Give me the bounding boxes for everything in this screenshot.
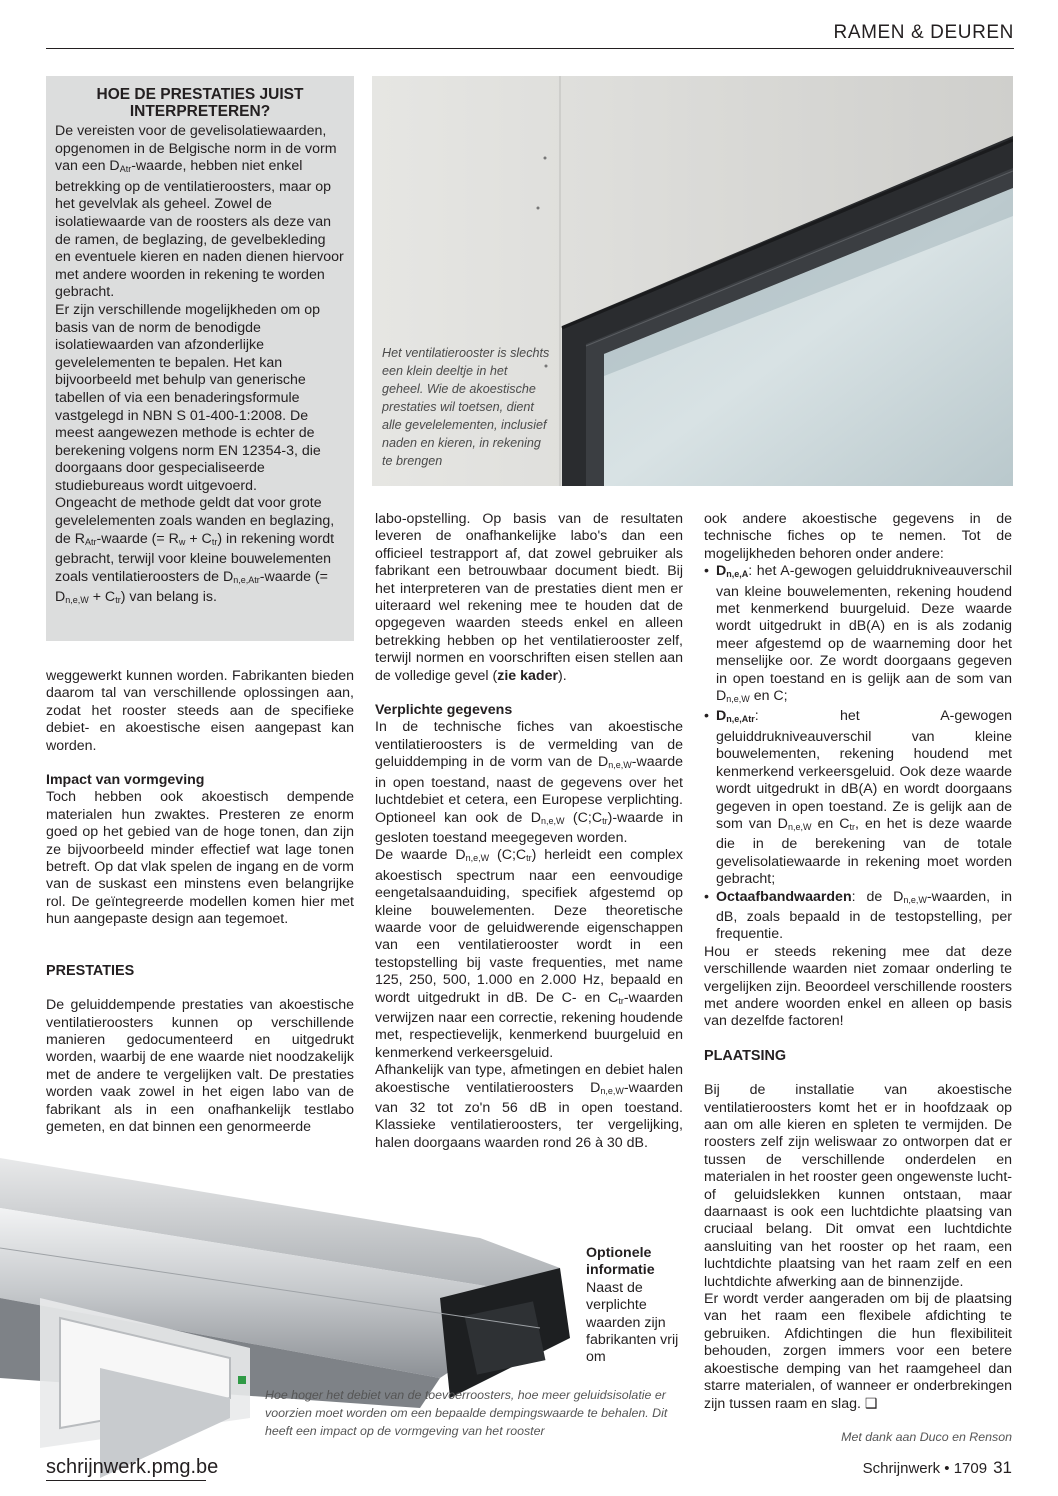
header-rule [46, 48, 1014, 49]
grille-photo-caption: Hoe hoger het debiet van de toevoerroosters, hoe meer geluidsisolatie er voorzien moet worden om een bepaalde dempingswaarde te behalen. Dit heeft een impact op de vormgeving van het rooster [265, 1388, 668, 1438]
col3-paragraph-2: Hou er steeds rekening mee dat deze verschillende waarden niet zomaar onderling te vergelijken zijn. Beoordeel verschillende roosters met andere woorden enkel en alleen op basis van dezelfde factoren! [704, 943, 1012, 1030]
col3-paragraph-4: Er wordt verder aangeraden om bij de plaatsing van het raam een flexibele afdichting te gebruiken. Afdichtingen die hun flexibiliteit behouden, zorgen immers voor een betere akoestische demping van het raamgeheel dan starre materialen, of wanneer er onderbrekingen zijn tussen raam en slag. ❑ [704, 1291, 1012, 1412]
footer-website-link[interactable]: schrijnwerk.pmg.be [46, 1456, 219, 1478]
acoustic-values-list [704, 563, 1012, 944]
list-item: • $D_{n,e,A}$: het A-gewogen geluiddrukniveauverschil van kleine bouwelementen, rekening houdend met kenmerkend buurgeluid. Deze waarde wordt uitgedrukt in dB(A) en is als zodanig meer afgestemd op de waarneming door het menselijke oor. Ze wordt doorgaans gegeven in open toestand en is gelijk aan de som van $D_{n,e,W}$ en C; [704, 563, 1012, 708]
heading-verplichte-gegevens: Verplichte gegevens [375, 702, 513, 719]
section-header: RAMEN & DEUREN [833, 22, 1014, 43]
column-1 [46, 668, 354, 1136]
footer-magazine [863, 1458, 1012, 1478]
magazine-issue: Schrijnwerk • 1709 [862, 1460, 988, 1477]
optional-info-box [586, 1245, 682, 1367]
column-3 [704, 511, 1012, 1413]
footer-url-underline [46, 1480, 206, 1481]
col2-paragraph-4: Afhankelijk van type, afmetingen en debiet halen akoestische ventilatieroosters $D_{n,e,W}$-waarden van 32 tot zo'n 56 dB in open toestand. Klassieke ventilatieroosters, ter vergelijking, halen doorgaans waarden rond 26 à 30 dB. [375, 1062, 683, 1151]
col1-paragraph-3: De geluiddempende prestaties van akoestische ventilatieroosters kunnen op verschillende manieren gedocumenteerd en uitgedrukt worden, waarbij de ene waarde niet noodzakelijk met de andere te vergelijken valt. De prestaties worden vaak zowel in het eigen labo van de fabrikant als in een onafhankelijk testlabo gemeten, en dat binnen een genormeerde [46, 997, 354, 1135]
list-item: • Octaafbandwaarden: de $D_{n,e,W}$-waarden, in dB, zoals bepaald in de testopstelling, per frequentie. [704, 889, 1012, 944]
end-mark-icon: ❑ [864, 1395, 878, 1412]
heading-prestaties: PRESTATIES [46, 962, 135, 979]
column-2 [375, 511, 683, 1152]
col2-paragraph-3: De waarde $D_{n,e,W}$ $(C;C_{tr})$ herleidt een complex akoestisch spectrum naar een eenvoudige eengetalsaanduiding, specifiek afgestemd op kleine bouwelementen. Deze theoretische waarde voor de geluidwerende eigenschappen van een ventilatierooster wordt in een testopstelling bij vaste frequenties, met name 125, 250, 500, 1.000 en 2.000 Hz, bepaald en wordt uitgedrukt in dB. De C- en $C_{tr}$-waarden verwijzen naar een correctie, rekening houdende met, respectievelijk, kenmerkend buurgeluid en kenmerkend verkeersgeluid. [375, 847, 683, 1061]
box-reference: zie kader [497, 667, 558, 684]
info-box-paragraph-2: Er zijn verschillende mogelijkheden om op basis van de norm de benodigde isolatiewaarden van afzonderlijke gevelelementen te bepalen. Het kan bijvoorbeeld met behulp van generische tabellen of via een benaderingsformule vastgelegd in NBN S 01-400-1:2008. De meest aangewezen methode is echter de berekening volgens norm EN 12354-3, die doorgaans door gespecialiseerde studiebureaus wordt uitgevoerd. [55, 301, 321, 494]
col3-paragraph-1: ook andere akoestische gegevens in de technische fiches op te nemen. Tot de mogelijkheden behoren onder andere: [704, 511, 1012, 562]
credits: Met dank aan Duco en Renson [841, 1430, 1012, 1444]
col3-paragraph-3: Bij de installatie van akoestische ventilatieroosters komt het er in hoofdzaak op aan om alle kieren en spleten te vermijden. De roosters zelf zijn weliswaar zo ontworpen dat er tussen de verschillende onderdelen en materialen in het rooster geen ongewenste lucht- of geluidslekken kunnen ontstaan, maar daarnaast is ook een luchtdichte plaatsing van cruciaal belang. Dit omvat een luchtdichte aansluiting van het rooster op het raam, een luchtdichte plaatsing van het raam zelf en een luchtdichte afwerking aan de binnenzijde. [704, 1082, 1012, 1290]
info-box-body [55, 123, 345, 610]
facade-window-photo [372, 76, 1013, 486]
info-box-paragraph-3: Ongeacht de methode geldt dat voor grote gevelelementen zoals wanden en beglazing, de $R_{Atr}$-waarde (= $R_w + C_{tr}$) in rekening wordt gebracht, terwijl voor kleine bouwelementen zoals ventilatieroosters de $D_{n,e,Atr}$-waarde (= $D_{n,e,W} + C_{tr}$) van belang is. [55, 495, 335, 606]
col2-paragraph-1: labo-opstelling. Op basis van de resultaten leveren de onafhankelijke labo's dan een officieel testrapport af, dat zowel gebruiker als fabrikant een betrouwbaar document biedt. Bij het interpreteren van de prestaties dient men er uiteraard wel rekening mee te houden dat de opgegeven waarden steeds enkel en alleen betrekking hebben op het ventilatierooster zelf, terwijl normen en voorschriften eisen stellen aan de volledige gevel (zie kader). [375, 511, 683, 684]
col1-paragraph-2: Toch hebben ook akoestisch dempende materialen hun zwaktes. Presteren ze enorm goed op het gebied van de hoge tonen, dan zijn ze bijvoorbeeld minder effectief wat lage tonen betreft. Op dat vlak spelen de ingang en de vorm van de suskast een minstens even belangrijke rol. De geïntegreerde modellen komen hier met hun aangepaste design aan tegemoet. [46, 789, 354, 928]
optional-info-title: Optionele informatie [586, 1245, 655, 1279]
col2-paragraph-2: In de technische fiches van akoestische ventilatieroosters is de vermelding van de geluiddemping in de vorm van de $D_{n,e,W}$-waarde in open toestand, naast de gegevens over het luchtdebiet et cetera, een Europese verplichting. Optioneel kan ook de $D_{n,e,W}$ $(C;C_{tr})$-waarde in gesloten toestand meegegeven worden. [375, 719, 683, 846]
info-box [46, 76, 354, 641]
heading-plaatsing: PLAATSING [704, 1047, 787, 1064]
optional-info-text: Naast de verplichte waarden zijn fabrikanten vrij om [586, 1279, 679, 1366]
page-number: 31 [993, 1458, 1012, 1477]
list-item: • $D_{n,e,Atr}$: het A-gewogen geluiddrukniveauverschil van kleine bouwelementen, rekening houdend met kenmerkend verkeersgeluid. Ook deze waarde wordt uitgedrukt in dB(A) en wordt doorgaans gegeven in open toestand. Ze is gelijk aan de som van $D_{n,e,W}$ en $C_{tr}$, en het is deze waarde die in de berekening van de totale gevelisolatiewaarde in rekening moet worden gebracht; [704, 708, 1012, 888]
col1-paragraph-1: weggewerkt kunnen worden. Fabrikanten bieden daarom tal van verschillende oplossingen aan, zodat het rooster steeds aan de specifieke debiet- en akoestische eisen aangepast kan worden. [46, 668, 354, 754]
heading-impact-vormgeving: Impact van vormgeving [46, 772, 205, 789]
info-box-paragraph-1: De vereisten voor de gevelisolatiewaarden, opgenomen in de Belgische norm in de vorm van een $D_{Atr}$-waarde, hebben niet enkel betrekking op de ventilatieroosters, maar op het gevelvlak als geheel. Zowel de isolatiewaarde van de roosters als deze van de ramen, de beglazing, de gevelbekleding en eventuele kieren en naden dienen hiervoor met andere woorden in rekening te worden gebracht. [55, 123, 344, 301]
facade-photo-caption: Het ventilatierooster is slechts een klein deeltje in het geheel. Wie de akoestische prestaties wil toetsen, dient alle gevelelementen, inclusief naden en kieren, in rekening te brengen [382, 346, 550, 468]
info-box-title: HOE DE PRESTATIES JUIST INTERPRETEREN? [96, 86, 304, 120]
